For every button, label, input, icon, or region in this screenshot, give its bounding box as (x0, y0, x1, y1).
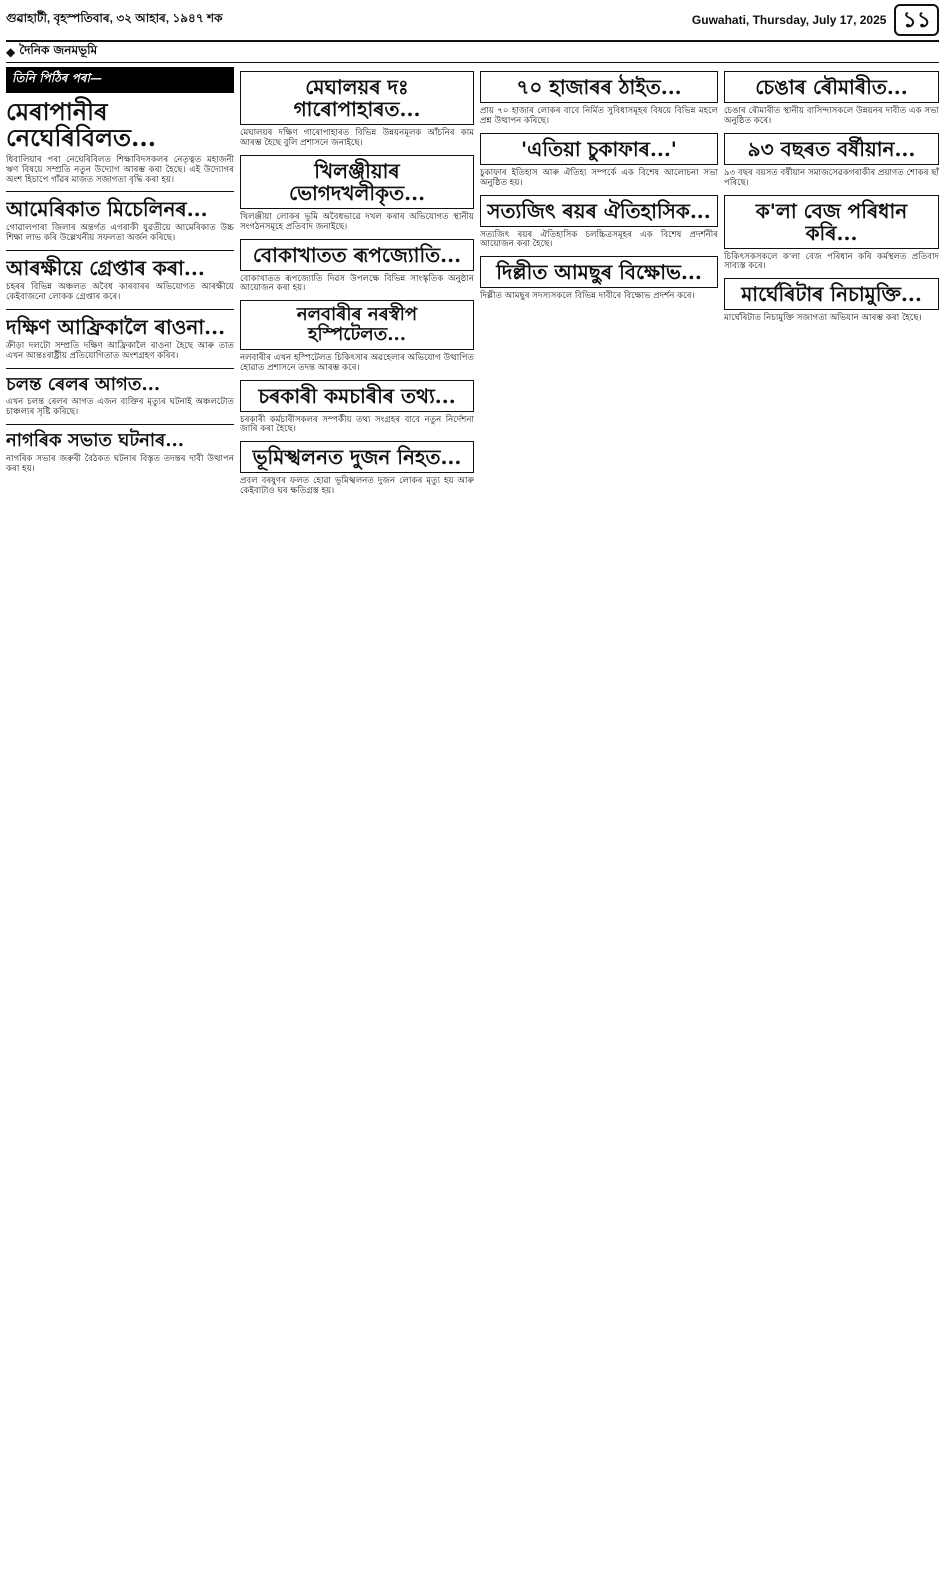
date-assamese: গুৱাহাটী, বৃহস্পতিবাৰ, ৩২ আহাৰ, ১৯৪৭ শক (6, 11, 223, 25)
story-title: নলবাৰীৰ নৰস্বীপ হস্পিটেলত... (240, 300, 474, 350)
story-body: ধিবালিয়াৰ পৰা নেঘেৰিবিলত শিক্ষাবিদসকলৰ নেতৃত্বত মহাজনী ঋণ বিষয়ে সম্প্ৰতি নতুন উদ্যোগ আৰম্ভ কৰা হৈছে। এই উদ্যোগৰ অংশ হিচাপে গাঁৱৰ মাজত সজাগতা বৃদ্ধি কৰা হয়। (6, 154, 234, 185)
story-title: চেঙাৰ ৰৌমাৰীত... (724, 71, 939, 103)
story-body: গোৱালপাৰা জিলাৰ অন্তৰ্গত এগৰাকী যুৱতীয়ে আমেৰিকাত উচ্চ শিক্ষা লাভ কৰি উল্লেখনীয় সফলতা অৰ্জন কৰিছে। (6, 223, 234, 244)
story-title: আমেৰিকাত মিচেলিনৰ... (6, 197, 208, 222)
masthead (6, 0, 939, 42)
story-body: চেঙাৰ ৰৌমাৰীত স্থানীয় বাসিন্দাসকলে উন্নয়নৰ দাবীত এক সভা অনুষ্ঠিত কৰে। (724, 106, 939, 126)
story-body: ৯৩ বছৰ বয়সত বৰ্ষীয়ান সমাজসেৱকগৰাকীৰ প্ৰয়াণত শোকৰ ছাঁ পৰিছে। (724, 167, 939, 188)
story-body: চহৰৰ বিভিন্ন অঞ্চলত অবৈধ কাৰবাৰৰ অভিযোগত আৰক্ষীয়ে কেইবাজনো লোকক গ্ৰেপ্তাৰ কৰে। (6, 282, 234, 303)
story-title: দক্ষিণ আফ্ৰিকালৈ ৰাওনা... (6, 314, 226, 339)
story-title: দিল্লীত আমছুৰ বিক্ষোভ... (480, 256, 718, 288)
page-number: ১১ (894, 4, 939, 36)
column-4 (724, 67, 939, 503)
story-body: দিল্লীত আমছুৰ সদস্যসকলে বিভিন্ন দাবীৰে বিক্ষোভ প্ৰদৰ্শন কৰে। (480, 291, 695, 302)
story-title: 'এতিয়া চুকাফাৰ...' (480, 133, 718, 165)
story-title: আৰক্ষীয়ে গ্ৰেপ্তাৰ কৰা... (6, 256, 205, 281)
story-body: প্ৰায় ৭০ হাজাৰ লোকৰ বাবে নিৰ্মিত সুবিধাসমূহৰ বিষয়ে বিভিন্ন মহলে প্ৰশ্ন উত্থাপন কৰিছে। (480, 106, 718, 126)
story-title: নাগৰিক সভাত ঘটনাৰ... (6, 430, 185, 452)
continued-label: তিনি পিঠিৰ পৰা— (6, 67, 234, 93)
story-body: সত্যজিৎ ৰয়ৰ ঐতিহাসিক চলচ্চিত্ৰসমূহৰ এক বিশেষ প্ৰদৰ্শনীৰ আয়োজন কৰা হৈছে। (480, 229, 718, 250)
story-title: সত্যজিৎ ৰয়ৰ ঐতিহাসিক... (480, 195, 718, 227)
story-body: চুকাফাৰ ইতিহাস আৰু ঐতিহ্য সম্পৰ্কে এক বিশেষ আলোচনা সভা অনুষ্ঠিত হয়। (480, 167, 718, 188)
story-body: এখন চলন্ত ৰেলৰ আগত এজন ব্যক্তিৰ মৃত্যুৰ ঘটনাই অঞ্চলটোত চাঞ্চল্যৰ সৃষ্টি কৰিছে। (6, 397, 234, 418)
story-title: খিলঞ্জীয়াৰ ভোগদখলীকৃত... (240, 155, 474, 209)
story-body: চৰকাৰী কৰ্মচাৰীসকলৰ সম্পৰ্কীয় তথ্য সংগ্ৰহৰ বাবে নতুন নিৰ্দেশনা জাৰি কৰা হৈছে। (240, 414, 474, 435)
story-body: খিলঞ্জীয়া লোকৰ ভূমি অবৈধভাৱে দখল কৰাৰ অভিযোগত স্থানীয় সংগঠনসমূহে প্ৰতিবাদ জনাইছে। (240, 211, 474, 232)
story-body: নাগৰিক সভাৰ জৰুৰী বৈঠকত ঘটনাৰ বিস্তৃত তদন্তৰ দাবী উত্থাপন কৰা হয়। (6, 454, 234, 474)
story-body: মেঘালয়ৰ দক্ষিণ গাৰোপাহাৰত বিভিন্ন উন্নয়নমূলক আঁচনিৰ কাম আৰম্ভ হৈছে বুলি প্ৰশাসনে জনাইছে। (240, 128, 474, 148)
story-title: চলন্ত ৰেলৰ আগত... (6, 373, 161, 395)
column-2 (240, 67, 474, 503)
column-1 (6, 67, 234, 503)
paper-mark-icon: ◆ (6, 45, 16, 59)
story-title: চৰকাৰী কমচাৰীৰ তথ্য... (240, 380, 474, 412)
story-title: ভূমিস্খলনত দুজন নিহত... (240, 441, 474, 473)
story-title: ক'লা বেজ পৰিধান কৰি... (724, 195, 939, 249)
story-body: প্ৰবল বৰষুণৰ ফলত হোৱা ভূমিস্খলনত দুজন লোকৰ মৃত্যু হয় আৰু কেইবাটাও ঘৰ ক্ষতিগ্ৰস্ত হয়। (240, 476, 474, 497)
story-title: মাৰ্ঘেৰিটাৰ নিচামুক্তি... (724, 278, 939, 310)
paper-name: ◆ দৈনিক জনমভূমি (6, 42, 939, 63)
story-body: মাৰ্ঘেৰিটাত নিচামুক্তি সজাগতা অভিযান আৰম্ভ কৰা হৈছে। (724, 313, 922, 324)
story-body: নলবাৰীৰ এখন হস্পিটেলত চিকিৎসাৰ অৱহেলাৰ অভিযোগ উত্থাপিত হোৱাত প্ৰশাসনে তদন্ত আৰম্ভ কৰে। (240, 352, 474, 373)
story-body: বোকাখাতত ৰূপজ্যোতি দিৱস উপলক্ষে বিভিন্ন সাংস্কৃতিক অনুষ্ঠান আয়োজন কৰা হয়। (240, 273, 474, 294)
column-3 (480, 67, 718, 503)
story-title: মেৰাপানীৰ নেঘেৰিবিলত... (6, 97, 157, 153)
date-english: Guwahati, Thursday, July 17, 2025 (691, 13, 887, 27)
story-body: চিকিৎসকসকলে ক'লা বেজ পৰিধান কৰি কৰ্মস্থলত প্ৰতিবাদ সাব্যস্ত কৰে। (724, 251, 939, 272)
story-body: ক্ৰীড়া দলটো সম্প্ৰতি দক্ষিণ আফ্ৰিকালৈ ৰাওনা হৈছে আৰু তাত এখন আন্তঃৰাষ্ট্ৰীয় প্ৰতিযোগিতাত অংশগ্ৰহণ কৰিব। (6, 340, 234, 361)
story-title: মেঘালয়ৰ দঃ গাৰোপাহাৰত... (240, 71, 474, 125)
story-title: ৭০ হাজাৰৰ ঠাইত... (480, 71, 718, 103)
story-title: বোকাখাতত ৰূপজ্যোতি... (240, 239, 474, 271)
story-title: ৯৩ বছৰত বৰ্ষীয়ান... (724, 133, 939, 165)
